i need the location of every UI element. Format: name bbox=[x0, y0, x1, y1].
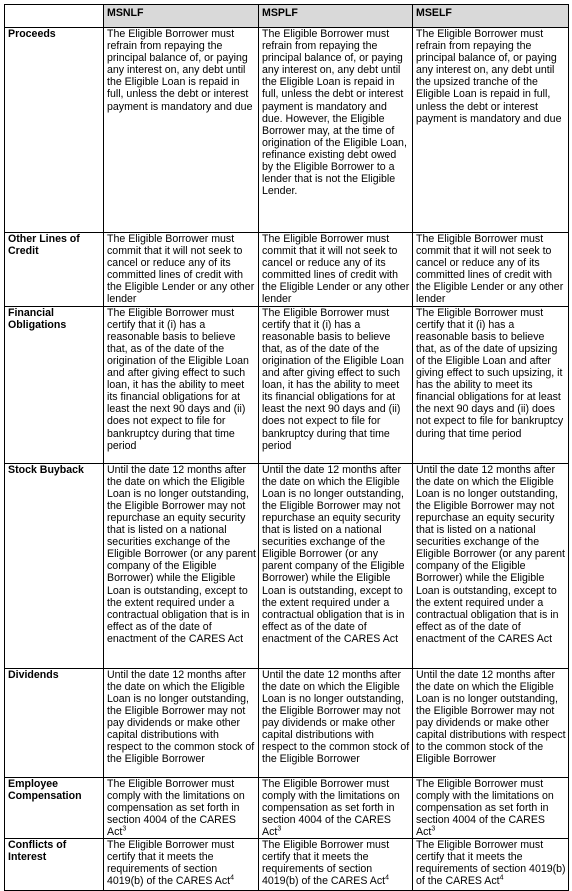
table-row-proceeds bbox=[5, 28, 569, 233]
cell-proceeds-mself: The Eligible Borrower must refrain from repaying the principal balance of, or paying any interest on, any debt until the upsized tranche of the Eligible Loan is repaid in full, unless the debt or interest payment is mandatory and due bbox=[413, 28, 569, 233]
cell-credit-msplf: The Eligible Borrower must commit that it will not seek to cancel or reduce any of its committed lines of credit with the Eligible Lender or any other lender bbox=[259, 233, 413, 307]
cell-text: The Eligible Borrower must comply with the limitations on compensation as set forth in section 4004 of the CARES Act bbox=[262, 777, 400, 838]
cell-proceeds-msplf: The Eligible Borrower must refrain from repaying the principal balance of, or paying any interest on, any debt until the Eligible Loan is repaid in full, unless the debt or interest payment is mandatory and due. However, the Eligible Borrower may, at the time of origination of the Eligible Loan, refinance existing debt owed by the Eligible Borrower to a lender that is not the Eligible Lender. bbox=[259, 28, 413, 233]
table-row-employee-compensation bbox=[5, 777, 569, 838]
cell-text: The Eligible Borrower must comply with the limitations on compensation as set forth in section 4004 of the CARES Act bbox=[107, 777, 245, 838]
cell-financial-msplf: The Eligible Borrower must certify that it (i) has a reasonable basis to believe that, as of the date of the origination of the Eligible Loan and after giving effect to such loan, it has the ability to meet its financial obligations for at least the next 90 days and (ii) does not expect to file for bankruptcy during that time period bbox=[259, 306, 413, 463]
cell-dividends-msplf: Until the date 12 months after the date on which the Eligible Loan is no longer outstanding, the Eligible Borrower may not pay dividends or make other capital distributions with respect to the common stock of the Eligible Borrower bbox=[259, 668, 413, 777]
cell-conflicts-msplf bbox=[259, 839, 413, 891]
cell-conflicts-mself bbox=[413, 839, 569, 891]
column-header-mself: MSELF bbox=[413, 5, 569, 28]
cell-proceeds-msnlf: The Eligible Borrower must refrain from repaying the principal balance of, or paying any interest on, any debt until the Eligible Loan is repaid in full, unless the debt or interest payment is mandatory and due bbox=[104, 28, 259, 233]
header-corner-cell bbox=[5, 5, 104, 28]
cell-dividends-msnlf: Until the date 12 months after the date on which the Eligible Loan is no longer outstanding, the Eligible Borrower may not pay dividends or make other capital distributions with respect to the common stock of the Eligible Borrower bbox=[104, 668, 259, 777]
cell-credit-msnlf: The Eligible Borrower must commit that it will not seek to cancel or reduce any of its committed lines of credit with the Eligible Lender or any other lender bbox=[104, 233, 259, 307]
cell-financial-mself: The Eligible Borrower must certify that it (i) has a reasonable basis to believe that, as of the date of upsizing of the Eligible Loan and after giving effect to such upsizing, it has the ability to meet its financial obligations for at least the next 90 days and (ii) does not expect to file for bankruptcy during that time period bbox=[413, 306, 569, 463]
cell-conflicts-msnlf bbox=[104, 839, 259, 891]
cell-compensation-msnlf bbox=[104, 777, 259, 838]
cell-dividends-mself: Until the date 12 months after the date on which the Eligible Loan is no longer outstanding, the Eligible Borrower may not pay dividends or make other capital distributions with respect to the common stock of the Eligible Borrower bbox=[413, 668, 569, 777]
header-row bbox=[5, 5, 569, 28]
footnote-marker: 3 bbox=[431, 825, 436, 833]
cell-text: The Eligible Borrower must certify that it meets the requirements of section 4019(b) of the CARES Act bbox=[262, 839, 390, 888]
footnote-marker: 4 bbox=[230, 874, 234, 882]
cell-buyback-msplf: Until the date 12 months after the date on which the Eligible Loan is no longer outstanding, the Eligible Borrower may not repurchase an equity security that is listed on a national securities exchange of the Eligible Borrower (or any parent company of the Eligible Borrower) while the Eligible Loan is outstanding, except to the extent required under a contractual obligation that is in effect as of the date of enactment of the CARES Act bbox=[259, 463, 413, 668]
footnote-marker: 4 bbox=[385, 874, 389, 882]
cell-text: The Eligible Borrower must comply with the limitations on compensation as set forth in section 4004 of the CARES Act bbox=[416, 777, 554, 838]
table-row-dividends bbox=[5, 668, 569, 777]
cell-buyback-msnlf: Until the date 12 months after the date on which the Eligible Loan is no longer outstanding, the Eligible Borrower may not repurchase an equity security that is listed on a national securities exchange of the Eligible Borrower (or any parent company of the Eligible Borrower) while the Eligible Loan is outstanding, except to the extent required under a contractual obligation that is in effect as of the date of enactment of the CARES Act bbox=[104, 463, 259, 668]
row-label-other-lines-of-credit: Other Lines of Credit bbox=[5, 233, 104, 307]
cell-compensation-msplf bbox=[259, 777, 413, 838]
table-row-conflicts-of-interest bbox=[5, 839, 569, 891]
cell-text: The Eligible Borrower must certify that it meets the requirements of section 4019(b) of the CARES Act bbox=[107, 839, 235, 888]
table-row-stock-buyback bbox=[5, 463, 569, 668]
facility-comparison-table bbox=[4, 4, 569, 891]
table-row-other-lines-of-credit bbox=[5, 233, 569, 307]
row-label-dividends: Dividends bbox=[5, 668, 104, 777]
cell-text: The Eligible Borrower must certify that it meets the requirements of section 4019(b) of the CARES Act bbox=[416, 839, 566, 888]
footnote-marker: 3 bbox=[122, 825, 127, 833]
row-label-proceeds: Proceeds bbox=[5, 28, 104, 233]
footnote-marker: 4 bbox=[499, 874, 504, 882]
row-label-conflicts-of-interest: Conflicts of Interest bbox=[5, 839, 104, 891]
row-label-stock-buyback: Stock Buyback bbox=[5, 463, 104, 668]
column-header-msplf: MSPLF bbox=[259, 5, 413, 28]
cell-financial-msnlf: The Eligible Borrower must certify that it (i) has a reasonable basis to believe that, as of the date of the origination of the Eligible Loan and after giving effect to such loan, it has the ability to meet its financial obligations for at least the next 90 days and (ii) does not expect to file for bankruptcy during that time period bbox=[104, 306, 259, 463]
cell-buyback-mself: Until the date 12 months after the date on which the Eligible Loan is no longer outstanding, the Eligible Borrower may not repurchase an equity security that is listed on a national securities exchange of the Eligible Borrower (or any parent company of the Eligible Borrower) while the Eligible Loan is outstanding, except to the extent required under a contractual obligation that is in effect as of the date of enactment of the CARES Act bbox=[413, 463, 569, 668]
cell-credit-mself: The Eligible Borrower must commit that it will not seek to cancel or reduce any of its committed lines of credit with the Eligible Lender or any other lender bbox=[413, 233, 569, 307]
footnote-marker: 3 bbox=[277, 825, 282, 833]
cell-compensation-mself bbox=[413, 777, 569, 838]
table-row-financial-obligations bbox=[5, 306, 569, 463]
column-header-msnlf: MSNLF bbox=[104, 5, 259, 28]
row-label-financial-obligations: Financial Obligations bbox=[5, 306, 104, 463]
row-label-employee-compensation: Employee Compensation bbox=[5, 777, 104, 838]
